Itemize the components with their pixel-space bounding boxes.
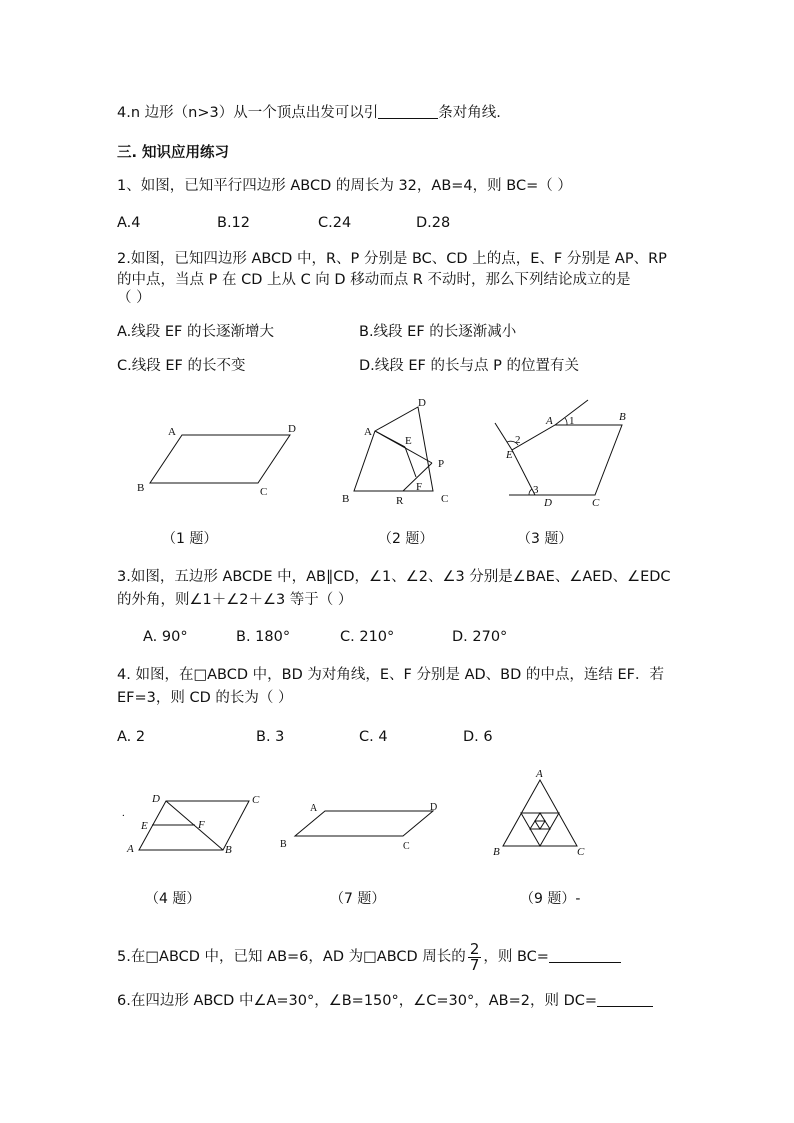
- fig4-label-c: C: [252, 794, 260, 806]
- q3-option-b[interactable]: B. 180°: [236, 629, 291, 645]
- figure-7-parallelogram: [275, 795, 445, 855]
- q1-stem: 1、如图，已知平行四边形 ABCD 的周长为 32，AB=4，则 BC=（ ）: [117, 178, 572, 194]
- fig4-label-e: E: [141, 820, 148, 832]
- q3-option-a[interactable]: A. 90°: [143, 629, 188, 645]
- fig4-caption: （4 题）: [145, 891, 201, 907]
- fig3-label-d: D: [544, 497, 552, 509]
- q2-option-c[interactable]: C.线段 EF 的长不变: [117, 358, 246, 374]
- fraction: [468, 939, 482, 974]
- fig7-label-a: A: [310, 803, 318, 814]
- figure-4-parallelogram: [120, 790, 270, 860]
- fig2-label-d: D: [418, 397, 426, 409]
- answer-blank[interactable]: [378, 104, 438, 119]
- figure-2-quadrilateral: [335, 395, 455, 515]
- q3-option-d[interactable]: D. 270°: [452, 629, 508, 645]
- fig3-label-1: 1: [569, 415, 575, 427]
- fig1-label-c: C: [260, 486, 268, 498]
- fraction-numerator: 2: [469, 939, 480, 958]
- q2-option-a[interactable]: A.线段 EF 的长逐渐增大: [117, 324, 274, 340]
- q4-intro-line: [117, 103, 501, 123]
- q1-option-b[interactable]: B.12: [217, 215, 251, 231]
- fig4-label-a: A: [127, 843, 134, 855]
- q2-stem-line-3: （ ）: [117, 290, 151, 306]
- answer-blank[interactable]: [549, 948, 621, 963]
- q4-stem-line-1: 4. 如图，在□ABCD 中，BD 为对角线，E、F 分别是 AD、BD 的中点，连结 EF．若: [117, 667, 665, 683]
- q4-option-c[interactable]: C. 4: [359, 729, 388, 745]
- q4-option-d[interactable]: D. 6: [463, 729, 493, 745]
- fig4-label-b: B: [225, 844, 232, 856]
- fig2-label-p: P: [438, 458, 445, 470]
- figure-1-parallelogram: [130, 415, 310, 505]
- fig4-dot: .: [122, 807, 125, 819]
- q2-option-d[interactable]: D.线段 EF 的长与点 P 的位置有关: [359, 358, 579, 374]
- q2-option-b[interactable]: B.线段 EF 的长逐渐减小: [359, 324, 517, 340]
- q4-stem-line-2: EF=3，则 CD 的长为（ ）: [117, 690, 293, 706]
- answer-blank[interactable]: [597, 992, 653, 1007]
- q3-stem-line-2: 的外角，则∠1＋∠2＋∠3 等于（ ）: [117, 592, 353, 608]
- fig4-label-d: D: [152, 793, 160, 805]
- fig3-label-a: A: [546, 415, 553, 427]
- fig3-label-3: 3: [533, 484, 539, 496]
- fig9-caption: （9 题）-: [520, 891, 581, 907]
- fig7-label-b: B: [280, 839, 287, 850]
- fig4-label-f: F: [198, 819, 205, 831]
- section3-title: 三. 知识应用练习: [117, 145, 230, 161]
- fig1-caption: （1 题）: [162, 531, 218, 547]
- fig9-label-a: A: [536, 768, 543, 780]
- q4-option-b[interactable]: B. 3: [256, 729, 285, 745]
- fig2-label-b: B: [342, 493, 350, 505]
- q2-stem-line-2: 的中点，当点 P 在 CD 上从 C 向 D 移动而点 R 不动时，那么下列结论成立的是: [117, 272, 631, 288]
- figure-9-nested-triangles: [490, 765, 590, 865]
- fig7-label-c: C: [403, 841, 410, 852]
- q1-option-c[interactable]: C.24: [318, 215, 352, 231]
- q4-intro-text-a: 4.n 边形（n>3）从一个顶点出发可以引: [117, 105, 379, 121]
- fig9-label-c: C: [577, 846, 585, 858]
- fig2-caption: （2 题）: [378, 531, 434, 547]
- figure-3-pentagon: [495, 400, 635, 510]
- q3-stem-line-1: 3.如图，五边形 ABCDE 中，AB∥CD，∠1、∠2、∠3 分别是∠BAE、∠AED、∠EDC: [117, 569, 671, 585]
- fig9-label-b: B: [493, 846, 500, 858]
- fig2-label-r: R: [396, 495, 404, 507]
- fig3-label-b: B: [619, 411, 626, 423]
- fig2-label-a: A: [364, 426, 372, 438]
- q4-option-a[interactable]: A. 2: [117, 729, 146, 745]
- fig2-label-e: E: [405, 435, 412, 447]
- q5-line: [117, 938, 621, 976]
- q4-intro-text-b: 条对角线.: [438, 105, 501, 121]
- q1-option-d[interactable]: D.28: [416, 215, 451, 231]
- fraction-denominator: 7: [469, 955, 480, 974]
- q5-text-a: 5.在□ABCD 中，已知 AB=6，AD 为□ABCD 周长的: [117, 949, 466, 965]
- fig1-label-d: D: [288, 423, 296, 435]
- fig3-label-e: E: [506, 449, 513, 461]
- fig1-label-a: A: [168, 426, 176, 438]
- fig2-label-c: C: [441, 493, 449, 505]
- q6-line: [117, 991, 653, 1011]
- fig7-caption: （7 题）: [330, 891, 386, 907]
- q6-text: 6.在四边形 ABCD 中∠A=30°，∠B=150°，∠C=30°，AB=2，则 DC=: [117, 993, 598, 1009]
- fig2-label-f: F: [416, 481, 423, 493]
- fig7-label-d: D: [430, 802, 438, 813]
- q2-stem-line-1: 2.如图，已知四边形 ABCD 中，R、P 分别是 BC、CD 上的点，E、F 分别是 AP、RP: [117, 251, 667, 267]
- q1-option-a[interactable]: A.4: [117, 215, 141, 231]
- fig3-caption: （3 题）: [517, 531, 573, 547]
- q5-text-b: ，则 BC=: [483, 949, 549, 965]
- q3-option-c[interactable]: C. 210°: [340, 629, 395, 645]
- fig3-label-2: 2: [515, 434, 521, 446]
- fig1-label-b: B: [137, 482, 145, 494]
- fig3-label-c: C: [592, 497, 600, 509]
